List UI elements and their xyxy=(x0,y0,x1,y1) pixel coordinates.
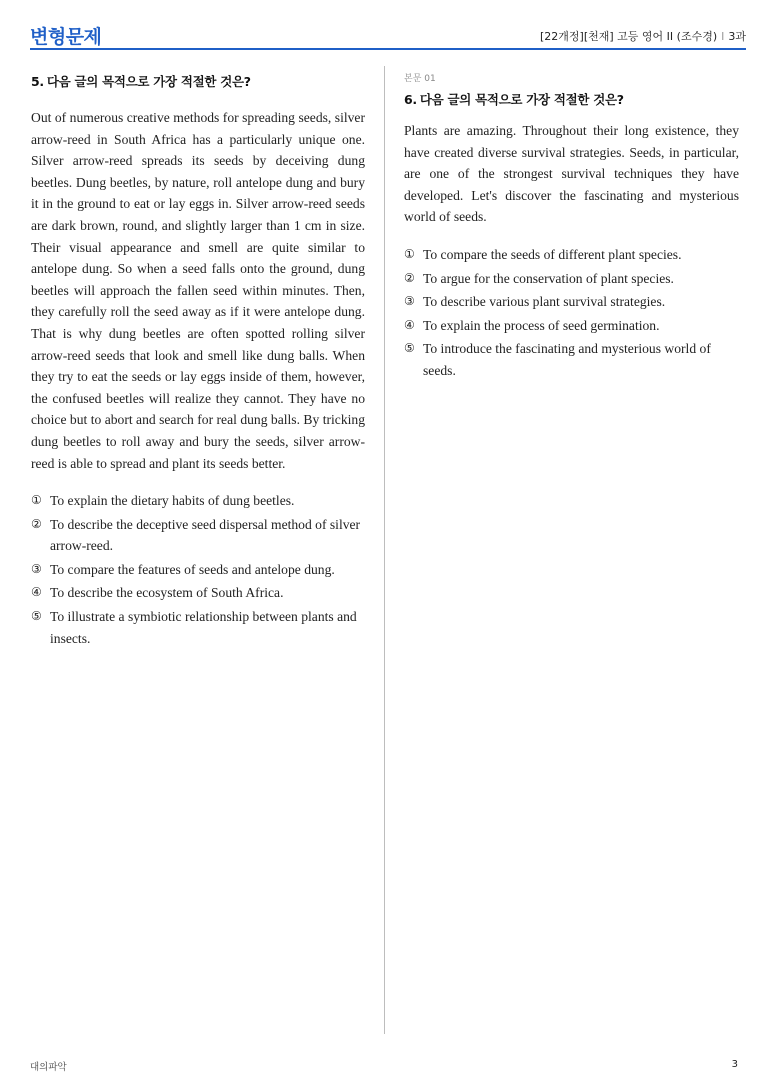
choice-4[interactable] xyxy=(31,582,365,604)
choice-text: To illustrate a symbiotic relationship between plants and insects. xyxy=(50,609,357,646)
page-number: 3 xyxy=(731,1059,738,1070)
question-number: 5. xyxy=(31,74,44,89)
source-tag: 본문 01 xyxy=(404,74,436,84)
page-header xyxy=(30,22,746,48)
question-number: 6. xyxy=(404,92,417,107)
question-5 xyxy=(31,72,365,651)
choice-text: To explain the dietary habits of dung beetles. xyxy=(50,493,295,509)
question-title xyxy=(404,90,739,108)
question-title xyxy=(31,72,365,90)
choice-2[interactable] xyxy=(404,268,739,290)
choice-mark: ② xyxy=(404,270,415,285)
choice-mark: ③ xyxy=(31,561,42,576)
choice-text: To compare the seeds of different plant species. xyxy=(423,246,682,262)
question-text: 다음 글의 목적으로 가장 적절한 것은? xyxy=(46,74,251,89)
course-name: [22개정][천재] 고등 영어 II (조수경) xyxy=(540,30,718,43)
passage: Out of numerous creative methods for spreading seeds, silver arrow-reed in South Africa has a particularly unique one. Silver arrow-reed spreads its seeds by deceiving dung beetles. Dung beetles, by nature, roll antelope dung and bury it in the ground to eat or lay eggs in. Silver arrow-reed seeds are dark brown, round, and slightly larger than 1 cm in size. Their visual appearance and smell are quite similar to antelope dung. So when a seed falls onto the ground, dung beetles will approach the fallen seed within minutes. Then, they carefully roll the seed away as if it were antelope dung. That is why dung beetles are often spotted rolling silver arrow-reed seeds that look and smell like dung balls. When they try to eat the seeds or lay eggs inside of them, however, the confused beetles will realize they cannot. They have no choice but to abort and search for real dung balls. By tricking dung beetles to roll away and bury the seeds, silver arrow-reed is able to spread and plant its seeds better. xyxy=(31,110,365,471)
choice-mark: ⑤ xyxy=(31,609,42,624)
passage: Plants are amazing. Throughout their long existence, they have created diverse survival strategies. Seeds, in particular, are one of the strongest survival techniques they have developed. Let's discover the fascinating and mysterious world of seeds. xyxy=(404,123,739,225)
choice-mark: ① xyxy=(404,246,415,261)
choice-mark: ⑤ xyxy=(404,341,415,356)
choice-1[interactable] xyxy=(31,490,365,512)
choice-text: To introduce the fascinating and mysterious world of seeds. xyxy=(423,341,711,378)
choice-4[interactable] xyxy=(404,315,739,337)
choice-3[interactable] xyxy=(31,559,365,581)
choice-text: To describe the ecosystem of South Africa. xyxy=(50,585,284,601)
choice-mark: ② xyxy=(31,516,42,531)
choice-1[interactable] xyxy=(404,244,739,266)
choice-mark: ④ xyxy=(31,585,42,600)
choice-3[interactable] xyxy=(404,291,739,313)
choice-text: To argue for the conservation of plant species. xyxy=(423,270,674,286)
choice-5[interactable] xyxy=(31,606,365,649)
answer-choices xyxy=(31,490,365,649)
question-6 xyxy=(404,71,739,384)
choice-text: To compare the features of seeds and antelope dung. xyxy=(50,561,335,577)
choice-mark: ④ xyxy=(404,317,415,332)
lesson-label: 3과 xyxy=(728,30,746,43)
choice-text: To explain the process of seed germination. xyxy=(423,317,660,333)
course-info xyxy=(540,28,746,44)
choice-mark: ③ xyxy=(404,294,415,309)
choice-2[interactable] xyxy=(31,514,365,557)
brand-title: 변형문제 xyxy=(30,26,102,48)
header-rule xyxy=(30,48,746,50)
question-text: 다음 글의 목적으로 가장 적절한 것은? xyxy=(419,92,624,107)
header-separator: I xyxy=(721,30,725,43)
choice-5[interactable] xyxy=(404,338,739,381)
footer-label: 대의파악 xyxy=(30,1062,67,1073)
column-divider xyxy=(384,66,385,1034)
answer-choices xyxy=(404,244,739,382)
choice-mark: ① xyxy=(31,493,42,508)
choice-text: To describe the deceptive seed dispersal method of silver arrow-reed. xyxy=(50,516,361,554)
choice-text: To describe various plant survival strategies. xyxy=(423,294,666,310)
